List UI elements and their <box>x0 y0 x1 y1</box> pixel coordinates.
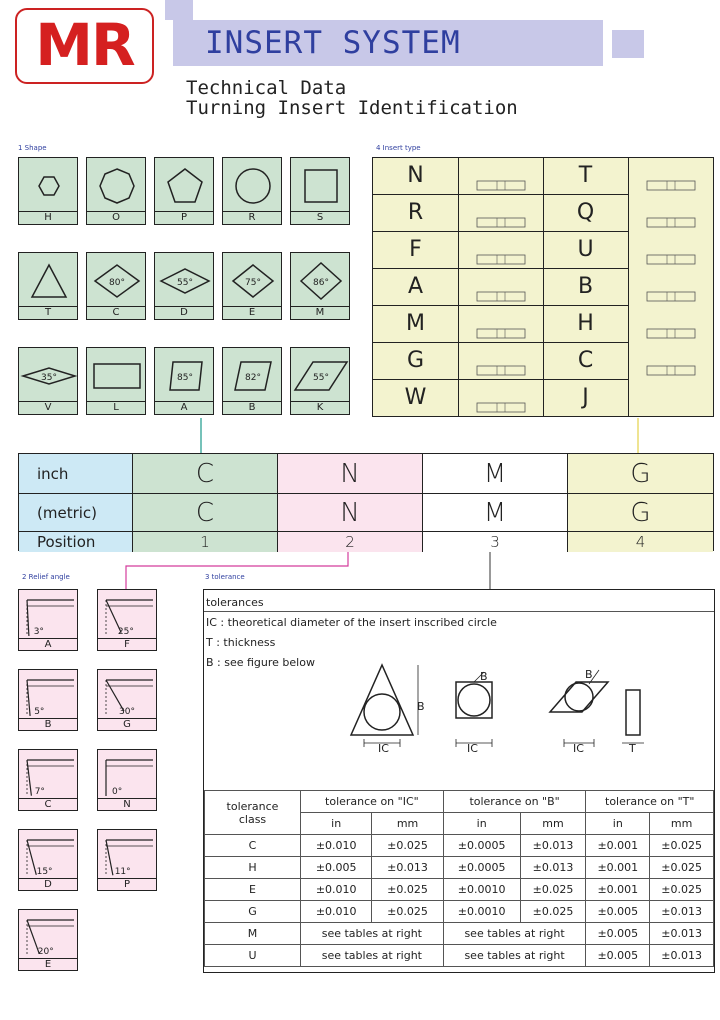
group-header-t: tolerance on "T" <box>586 791 714 813</box>
tolerance-row-g <box>205 901 714 923</box>
tolerance-cell: ±0.010 <box>301 835 372 857</box>
position-number: 1 <box>133 532 278 552</box>
note-b: B : see figure below <box>206 656 315 669</box>
logo-text: MR <box>35 11 134 79</box>
relief-angle-icon <box>19 830 79 880</box>
svg-text:25°: 25° <box>117 627 134 637</box>
relief-letter: B <box>19 718 77 730</box>
svg-text:15°: 15° <box>36 867 53 877</box>
relief-letter: E <box>19 958 77 970</box>
shape-letter: H <box>19 211 77 224</box>
tolerance-table <box>204 790 714 967</box>
relief-card-n <box>97 749 157 811</box>
shape-letter: M <box>291 306 349 319</box>
svg-text:7°: 7° <box>34 787 45 797</box>
tolerance-cell: ±0.025 <box>520 901 586 923</box>
shape-letter: B <box>223 401 281 414</box>
shape-angle-text: 55° <box>313 373 329 383</box>
fig-b-label-2: B <box>480 670 488 683</box>
tolerance-cell: ±0.010 <box>301 901 372 923</box>
tolerance-cell: ±0.0005 <box>443 835 520 857</box>
unit-in: in <box>301 813 372 835</box>
relief-letter: F <box>98 638 156 650</box>
insert-type-letter-g: G <box>373 343 458 380</box>
tolerance-cell: see tables at right <box>301 923 444 945</box>
relief-letter: P <box>98 878 156 890</box>
code-letter: C <box>133 494 278 532</box>
tolerance-cell: see tables at right <box>443 923 586 945</box>
tolerance-cell: ±0.001 <box>586 857 650 879</box>
tolerance-cell: ±0.0010 <box>443 901 520 923</box>
header-class: class <box>238 812 267 826</box>
shape-letter: A <box>155 401 213 414</box>
relief-angle-icon <box>98 590 158 640</box>
tolerance-cell: see tables at right <box>443 945 586 967</box>
relief-letter: C <box>19 798 77 810</box>
insert-type-letter-h: H <box>543 306 628 343</box>
shape-letter: S <box>291 211 349 224</box>
relief-card-a <box>18 589 78 651</box>
fig-ic-label-3: IC <box>573 742 584 755</box>
tolerance-class: H <box>205 857 301 879</box>
tolerance-class: U <box>205 945 301 967</box>
code-row-label: Position <box>19 532 133 552</box>
shape-letter: D <box>155 306 213 319</box>
code-letter: N <box>278 454 423 494</box>
tolerance-figure <box>204 660 714 760</box>
insert-type-section-label: 4 Insert type <box>376 144 421 152</box>
relief-card-g <box>97 669 157 731</box>
shape-angle-text: 55° <box>177 278 193 288</box>
tolerance-class: G <box>205 901 301 923</box>
relief-card-e <box>18 909 78 971</box>
code-letter: N <box>278 494 423 532</box>
tolerance-cell: ±0.025 <box>372 901 443 923</box>
shape-letter: C <box>87 306 145 319</box>
shape-angle-text: 75° <box>245 278 261 288</box>
code-table <box>18 453 714 551</box>
tolerance-cell: ±0.025 <box>650 857 714 879</box>
tolerance-section-label: 3 tolerance <box>205 573 245 581</box>
tolerance-row-c <box>205 835 714 857</box>
tolerance-cell: ±0.025 <box>372 879 443 901</box>
shape-angle-text: 86° <box>313 278 329 288</box>
code-letter: G <box>568 494 713 532</box>
insert-type-letter-c: C <box>543 343 628 380</box>
svg-text:11°: 11° <box>114 867 131 877</box>
fig-b-label-3: B <box>585 668 593 681</box>
relief-angle-icon <box>19 910 79 960</box>
tolerance-cell: ±0.0005 <box>443 857 520 879</box>
shape-letter: E <box>223 306 281 319</box>
relief-letter: A <box>19 638 77 650</box>
unit-mm: mm <box>650 813 714 835</box>
parallelogram-drawing-icon <box>550 682 608 712</box>
shape-angle-text: 82° <box>245 373 261 383</box>
shape-letter: L <box>87 401 145 414</box>
insert-type-letter-r: R <box>373 195 458 232</box>
relief-angle-icon <box>98 750 158 800</box>
tolerance-cell: ±0.025 <box>650 879 714 901</box>
tolerance-cell: ±0.025 <box>650 835 714 857</box>
relief-card-d <box>18 829 78 891</box>
fig-ic-label-1: IC <box>378 742 389 755</box>
tolerance-cell: ±0.0010 <box>443 879 520 901</box>
tolerance-cell: ±0.025 <box>520 879 586 901</box>
tolerance-cell: ±0.005 <box>586 901 650 923</box>
relief-card-b <box>18 669 78 731</box>
unit-mm: mm <box>520 813 586 835</box>
square-drawing-icon <box>456 682 492 718</box>
position-number: 3 <box>423 532 568 552</box>
relief-angle-icon <box>19 670 79 720</box>
shape-letter: P <box>155 211 213 224</box>
group-header-ic: tolerance on "IC" <box>301 791 444 813</box>
position-number: 4 <box>568 532 713 552</box>
group-header-b: tolerance on "B" <box>443 791 586 813</box>
fig-ic-label-2: IC <box>467 742 478 755</box>
unit-in: in <box>443 813 520 835</box>
insert-type-letter-n: N <box>373 158 458 195</box>
insert-type-letter-q: Q <box>543 195 628 232</box>
tolerance-heading: tolerances <box>206 596 264 609</box>
tolerance-cell: ±0.025 <box>372 835 443 857</box>
unit-mm: mm <box>372 813 443 835</box>
shape-letter: O <box>87 211 145 224</box>
insert-type-letter-a: A <box>373 269 458 306</box>
tolerance-cell: ±0.010 <box>301 879 372 901</box>
tolerance-cell: see tables at right <box>301 945 444 967</box>
note-t: T : thickness <box>206 636 276 649</box>
relief-letter: G <box>98 718 156 730</box>
thickness-bar-icon <box>626 690 640 735</box>
code-letter: G <box>568 454 713 494</box>
fig-b-label-1: B <box>417 700 425 713</box>
relief-angle-icon <box>98 830 158 880</box>
tolerance-cell: ±0.013 <box>650 901 714 923</box>
fig-t-label: T <box>629 742 636 755</box>
code-row-label: (metric) <box>19 494 133 532</box>
tolerance-cell: ±0.013 <box>520 857 586 879</box>
svg-text:30°: 30° <box>119 707 135 717</box>
tolerance-cell: ±0.001 <box>586 879 650 901</box>
header-tolerance: tolerance <box>226 799 279 813</box>
insert-type-letter-m: M <box>373 306 458 343</box>
shape-section-label: 1 Shape <box>18 144 47 152</box>
position-number: 2 <box>278 532 423 552</box>
shape-angle-text: 35° <box>41 373 57 383</box>
tolerance-row-h <box>205 857 714 879</box>
subtitle-identification: Turning Insert Identification <box>186 97 518 119</box>
tolerance-class: E <box>205 879 301 901</box>
relief-card-c <box>18 749 78 811</box>
svg-text:3°: 3° <box>33 627 44 637</box>
subtitle-technical: Technical Data <box>186 77 347 99</box>
svg-text:20°: 20° <box>37 947 54 957</box>
tolerance-cell: ±0.013 <box>650 945 714 967</box>
relief-angle-icon <box>19 590 79 640</box>
code-row-label: inch <box>19 454 133 494</box>
insert-type-letter-j: J <box>582 385 589 410</box>
insert-type-letter-t: T <box>543 158 628 195</box>
tolerance-class: M <box>205 923 301 945</box>
tolerance-cell: ±0.013 <box>372 857 443 879</box>
code-letter: C <box>133 454 278 494</box>
insert-type-letter-w: W <box>373 380 458 417</box>
tolerance-row-m <box>205 923 714 945</box>
tolerance-cell: ±0.001 <box>586 835 650 857</box>
code-letter: M <box>423 494 568 532</box>
unit-in: in <box>586 813 650 835</box>
note-ic: IC : theoretical diameter of the insert inscribed circle <box>206 616 497 629</box>
shape-letter: R <box>223 211 281 224</box>
svg-text:5°: 5° <box>34 707 45 717</box>
relief-card-f <box>97 589 157 651</box>
triangle-drawing-icon <box>351 665 413 735</box>
code-letter: M <box>423 454 568 494</box>
relief-letter: N <box>98 798 156 810</box>
tolerance-cell: ±0.005 <box>586 923 650 945</box>
insert-type-letter-f: F <box>373 232 458 269</box>
tolerance-row-e <box>205 879 714 901</box>
relief-angle-icon <box>98 670 158 720</box>
relief-section-label: 2 Relief angle <box>22 573 70 581</box>
tolerance-row-u <box>205 945 714 967</box>
tolerance-cell: ±0.005 <box>586 945 650 967</box>
insert-type-letter-u: U <box>543 232 628 269</box>
shape-letter: K <box>291 401 349 414</box>
shape-letter: T <box>19 306 77 319</box>
svg-text:0°: 0° <box>112 787 123 797</box>
relief-letter: D <box>19 878 77 890</box>
shape-angle-text: 80° <box>109 278 125 288</box>
shape-angle-text: 85° <box>177 373 193 383</box>
tolerance-cell: ±0.005 <box>301 857 372 879</box>
tolerance-cell: ±0.013 <box>520 835 586 857</box>
system-title: INSERT SYSTEM <box>205 25 461 61</box>
relief-card-p <box>97 829 157 891</box>
relief-angle-icon <box>19 750 79 800</box>
shape-letter: V <box>19 401 77 414</box>
tolerance-cell: ±0.013 <box>650 923 714 945</box>
tolerance-class: C <box>205 835 301 857</box>
tolerance-box <box>203 589 715 973</box>
insert-type-letter-b: B <box>543 269 628 306</box>
tolerance-class-header <box>205 791 301 835</box>
